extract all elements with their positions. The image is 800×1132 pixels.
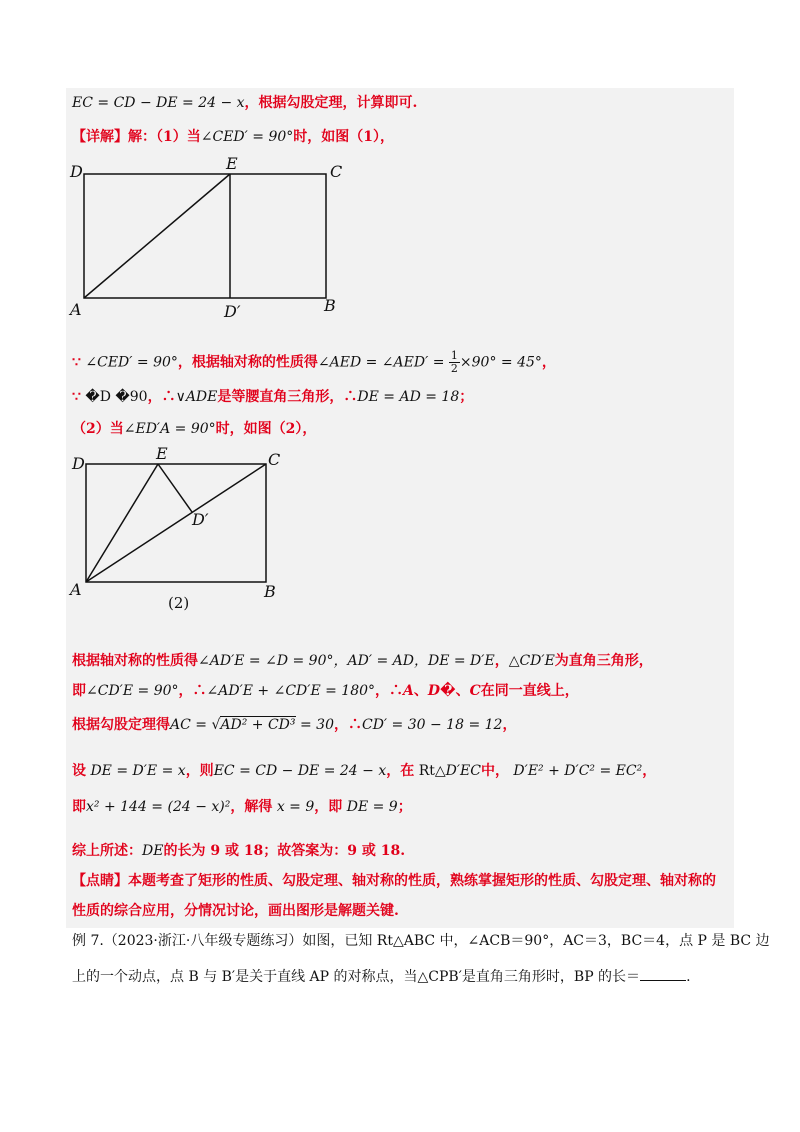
- line-1: EC = CD − DE = 24 − x，根据勾股定理，计算即可.: [72, 95, 418, 111]
- fig2-label-d: D: [72, 454, 85, 473]
- math-ec: EC = CD − DE = 24 − x: [72, 95, 245, 111]
- fig2-label-b: B: [264, 582, 276, 601]
- fig2-caption: (2): [168, 594, 190, 612]
- line-10: 即x² + 144 = (24 − x)²，解得 x = 9，即 DE = 9；: [72, 799, 412, 815]
- line-3: ∵ ∠CED′ = 90°，根据轴对称的性质得∠AED = ∠AED′ = $\frac{1}{2}$ ×90° = 45°，: [72, 349, 556, 375]
- line-9: 设 DE = D′E = x，则EC = CD − DE = 24 − x，在 Rt△D′EC中， D′E² + D′C² = EC²，: [72, 763, 657, 779]
- line-8: 根据勾股定理得AC = √AD² + CD³ = 30，∴CD′ = 30 − 18 = 12，: [72, 717, 517, 733]
- line-7: 即∠CD′E = 90°，∴∠AD′E + ∠CD′E = 180°，∴A、D�、C在同一直线上，: [72, 683, 579, 699]
- key-point-tag: 【点睛】: [72, 873, 128, 889]
- line-13: 性质的综合应用，分情况讨论，画出图形是解题关键.: [72, 903, 399, 919]
- fraction-half: $\frac{1}{2}$: [450, 349, 458, 375]
- line-15-example: 上的一个动点，点 B 与 B′是关于直线 AP 的对称点，当△CPB′是直角三角形时，BP 的长＝ .: [72, 966, 691, 986]
- fig2-label-dprime: D′: [192, 510, 209, 529]
- fig2-label-c: C: [268, 450, 281, 469]
- line-14-example: 例 7.（2023·浙江·八年级专题练习）如图，已知 Rt△ABC 中，∠ACB＝90°，AC＝3，BC＝4，点 P 是 BC 边: [72, 933, 770, 949]
- figure-2: [66, 448, 326, 618]
- fig1-label-c: C: [330, 162, 343, 181]
- line-2: 【详解】解：（1）当∠CED′ = 90°时，如图（1），: [72, 129, 395, 145]
- figure-1: [66, 158, 366, 328]
- line-11: 综上所述：DE的长为 9 或 18；故答案为：9 或 18.: [72, 843, 406, 859]
- fig1-label-d: D: [70, 162, 83, 181]
- fig2-label-a: A: [70, 580, 82, 599]
- fig1-label-b: B: [324, 296, 336, 315]
- fig1-label-a: A: [70, 300, 82, 319]
- fig1-label-dprime: D′: [224, 302, 241, 321]
- line-12: 【点睛】本题考查了矩形的性质、勾股定理、轴对称的性质，熟练掌握矩形的性质、勾股定理、轴对称的: [72, 873, 716, 889]
- sqrt-radicand: AD² + CD³: [220, 717, 296, 733]
- line-6: 根据轴对称的性质得∠AD′E = ∠D = 90°，AD′ = AD，DE = D′E，△CD′E为直角三角形，: [72, 653, 653, 669]
- answer-blank: [640, 966, 686, 981]
- fig2-label-e: E: [156, 444, 168, 463]
- line-4: ∵ �D �90，∴∨ADE是等腰直角三角形，∴DE = AD = 18；: [72, 389, 474, 405]
- line-5: （2）当∠ED′A = 90°时，如图（2），: [72, 421, 317, 437]
- fig1-label-e: E: [226, 154, 238, 173]
- detail-tag: 【详解】: [72, 129, 128, 145]
